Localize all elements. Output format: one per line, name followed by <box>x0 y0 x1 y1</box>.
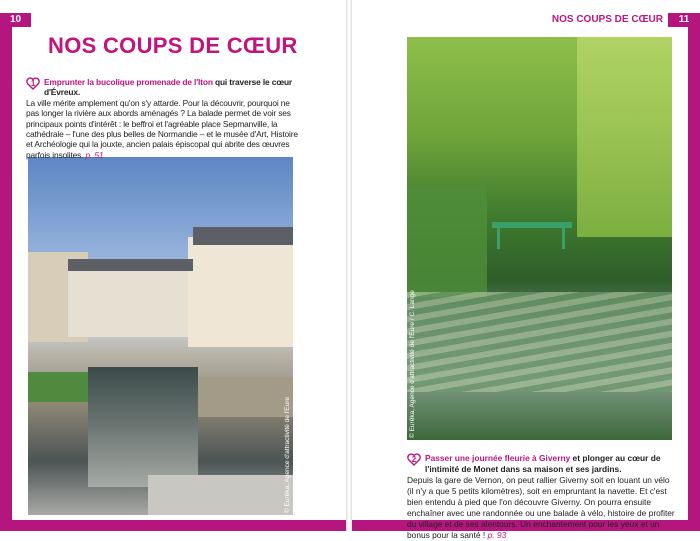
item-lead-rest: qui traverse le cœur d'Évreux. <box>44 77 293 98</box>
heart-icon <box>407 453 421 467</box>
bottom-bar-left <box>0 520 346 531</box>
running-head: NOS COUPS DE CŒUR <box>551 14 663 25</box>
photo-evreux-riverside <box>28 157 293 515</box>
right-page <box>352 0 700 540</box>
photo-credit-right: © Eurêka, Agence d'attractivité de l'Eure / C. Lange <box>409 290 416 438</box>
item-body <box>407 475 677 541</box>
page-reference-link[interactable]: p. 93 <box>487 530 507 540</box>
page-number-right: 11 <box>668 13 700 27</box>
item-body-text: Depuis la gare de Vernon, on peut rallier Giverny soit en louant un vélo (il n'y a que 5 petits kilomètres), soit en empruntant la navette. Et c'est bien entendu à pied que l'on découvre Giverny. On pourra ensuite enchaîner avec une randonnée ou une balade à vélo, histoire de profiter du village et de ses alentours. Un enchantement pour les yeux et un bonus pour la santé ! <box>407 475 675 540</box>
item-body-text: La ville mérite amplement qu'on s'y attarde. Pour la découvrir, pourquoi ne pas longer la rivière aux abords aménagés ? La balade permet de voir ses principaux points d'intérêt : le beffroi et l'agréable place Sepmanville, la cathédrale – l'une des plus belles de Normandie – et le musée d'Art, Histoire et Archéologie qui la jouxte, ancien palais épiscopal qui abrite des œuvres parfois insolites. <box>26 97 298 160</box>
photo-credit-left: © Eurêka, Agence d'attractivité de l'Eure <box>284 396 291 513</box>
item-number: 1 <box>30 79 36 88</box>
item-lead-highlight: Emprunter la bucolique promenade de l'Iton <box>44 77 213 87</box>
item-lead <box>26 77 298 98</box>
item-number: 2 <box>411 455 417 464</box>
photo-giverny-water-garden <box>407 37 672 440</box>
item-lead-rest: et plonger au cœur de l'intimité de Monet dans sa maison et ses jardins. <box>425 453 661 474</box>
heart-icon <box>26 77 40 91</box>
highlight-item-2 <box>407 453 677 541</box>
item-body <box>26 98 298 160</box>
page-reference-link[interactable]: p. 51 <box>85 149 104 160</box>
page-title: NOS COUPS DE CŒUR <box>48 33 298 58</box>
left-edge-bar <box>0 13 12 531</box>
left-page <box>0 0 346 531</box>
item-lead <box>407 453 677 475</box>
right-edge-bar <box>688 13 700 531</box>
page-number-left: 10 <box>0 13 31 27</box>
highlight-item-1 <box>26 77 298 160</box>
item-lead-highlight: Passer une journée fleurie à Giverny <box>425 453 571 463</box>
